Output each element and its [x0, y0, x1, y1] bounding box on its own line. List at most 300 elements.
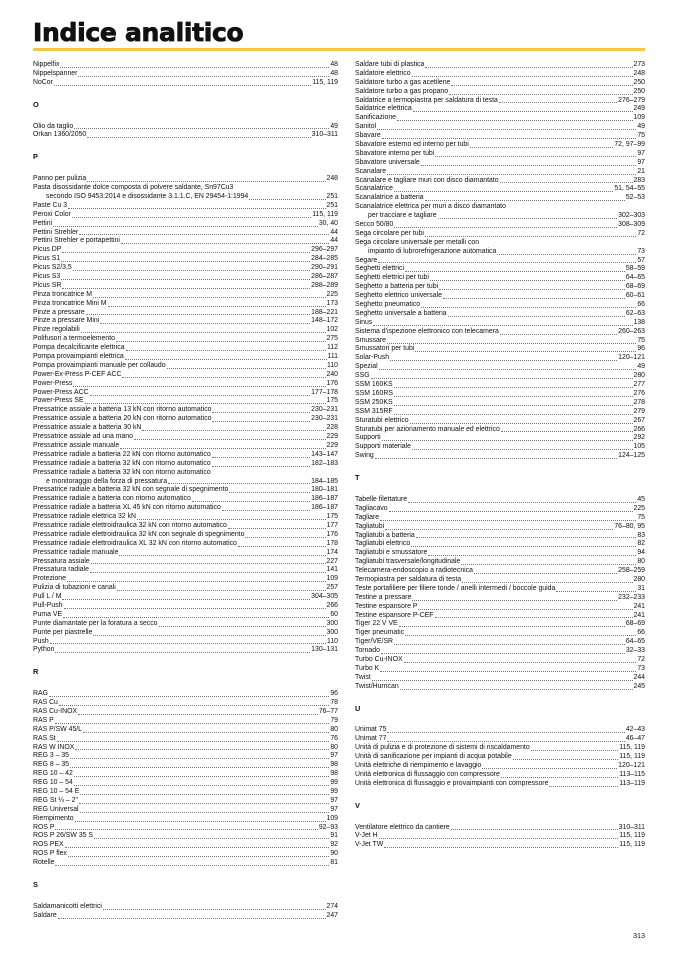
- index-entry: [355, 337, 645, 346]
- entry-label: Pressatrice radiale a batteria 32 kN con segnale di spegnimento: [33, 486, 229, 494]
- entry-label: Pressatrice radiale elettroidraulica 32 kN con ritorno automatico: [33, 521, 227, 529]
- index-entry: [33, 770, 338, 779]
- dot-leader: [192, 501, 310, 502]
- entry-pages: 52–53: [625, 194, 645, 202]
- entry-pages: 292: [633, 434, 645, 442]
- index-entry: [355, 185, 645, 194]
- index-entry: [33, 389, 338, 398]
- dot-leader: [68, 208, 325, 209]
- section-letter: U: [355, 703, 361, 713]
- index-entry: [355, 61, 645, 70]
- entry-label: Pinza troncatrice Mini M: [33, 299, 107, 307]
- entry-pages: 79: [330, 716, 338, 724]
- entry-pages: 148–172: [311, 317, 338, 325]
- dot-leader: [125, 359, 327, 360]
- entry-label: Protezione: [33, 575, 66, 583]
- entry-label: Sturatubi elettrico: [355, 416, 409, 424]
- section-letter: V: [355, 800, 360, 810]
- index-entry: [33, 549, 338, 558]
- entry-label-continued: per tracciare e tagliare: [368, 212, 437, 220]
- entry-label: Rotelle: [33, 859, 55, 867]
- entry-label: Pressatrice radiale a batteria 32 kN con ritorno automatico: [33, 468, 211, 476]
- entry-pages: 48: [330, 60, 338, 68]
- index-entry: [33, 815, 338, 824]
- index-entry: [355, 558, 645, 567]
- index-entry: [355, 417, 645, 426]
- entry-label: Saldatore turbo a gas acetilene: [355, 78, 451, 86]
- entry-label-continued: secondo ISO 9453:2014 e disossidante 3.1.1.C, EN 29454-1:1994: [46, 193, 249, 200]
- entry-label: Pinze a pressare Mini: [33, 317, 100, 325]
- entry-pages: 113–119: [619, 779, 645, 787]
- dot-leader: [74, 128, 329, 129]
- index-entry: [33, 646, 338, 655]
- entry-label: Pettini: [33, 219, 53, 227]
- entry-pages: 94: [637, 549, 645, 557]
- dot-leader: [78, 714, 318, 715]
- index-column-left: [33, 61, 338, 921]
- dot-leader: [394, 405, 633, 406]
- dot-leader: [61, 279, 310, 280]
- entry-pages: 102: [326, 326, 338, 334]
- dot-leader: [382, 440, 633, 441]
- entry-pages: 276: [633, 389, 645, 397]
- entry-label: Pull-Push: [33, 601, 63, 609]
- entry-label: RAS Cu-INOX: [33, 707, 78, 715]
- dot-leader: [474, 573, 617, 574]
- entry-pages: 45: [637, 495, 645, 503]
- dot-leader: [65, 847, 330, 848]
- dot-leader: [228, 528, 326, 529]
- dot-leader: [119, 555, 325, 556]
- entry-label: Pompa provaimpianti manuale per collaudo: [33, 361, 166, 369]
- entry-label: Seghetti elettrici per tubi: [355, 274, 429, 282]
- dot-leader: [513, 759, 619, 760]
- dot-leader: [500, 334, 617, 335]
- dot-leader: [93, 297, 326, 298]
- entry-label: Olio da taglio: [33, 122, 74, 130]
- entry-label: Tagliatubi elettrico: [355, 540, 411, 548]
- index-entry: [355, 150, 645, 159]
- index-entry: [355, 354, 645, 363]
- entry-label: Supporti materiale: [355, 443, 411, 451]
- index-entry: [33, 708, 338, 717]
- dot-leader: [384, 847, 618, 848]
- dot-leader: [421, 165, 637, 166]
- index-entry: [355, 292, 645, 301]
- dot-leader: [394, 191, 613, 192]
- index-entry: [33, 282, 338, 291]
- entry-pages: 130–131: [311, 646, 338, 654]
- index-entry: [355, 283, 645, 292]
- entry-pages: 284–285: [311, 255, 338, 263]
- entry-label: Seghetti elettrici: [355, 265, 405, 273]
- index-entry: [33, 699, 338, 708]
- index-entry: [355, 638, 645, 647]
- index-entry: [33, 460, 338, 469]
- index-entry: [33, 175, 338, 184]
- dot-leader: [93, 635, 325, 636]
- entry-pages: 180–181: [311, 486, 338, 494]
- entry-label: Tagliacavo: [355, 504, 388, 512]
- index-entry: [33, 309, 338, 318]
- entry-label: Unità di sanificazione per impianti di acqua potabile: [355, 753, 512, 761]
- index-section: [33, 61, 338, 88]
- entry-label: Picus S3: [33, 273, 61, 281]
- index-entry-continuation: [355, 248, 645, 257]
- entry-pages: 290–291: [311, 264, 338, 272]
- dot-leader: [55, 723, 330, 724]
- entry-label: ROS PEX: [33, 841, 64, 849]
- entry-label: Saldare: [33, 911, 57, 919]
- entry-pages: 184–185: [311, 477, 338, 485]
- index-entry: [355, 399, 645, 408]
- entry-label: V-Jet TW: [355, 841, 384, 849]
- entry-pages: 83: [637, 531, 645, 539]
- index-entry: [33, 584, 338, 593]
- page-number: 313: [633, 931, 645, 940]
- entry-label: Pressatrice radiale a batteria con ritorno automatico: [33, 495, 191, 503]
- entry-label: Scanalatrice elettrica per muri a disco diamantato: [355, 203, 506, 211]
- entry-pages: 44: [330, 228, 338, 236]
- entry-pages: 76: [330, 734, 338, 742]
- entry-label: Testine espansore P: [355, 602, 418, 610]
- entry-label: Pinza troncatrice M: [33, 290, 92, 298]
- entry-label: Pressatrice radiale elettrica 32 kN: [33, 513, 137, 521]
- entry-label: Pressatrice assiale a batteria 30 kN: [33, 424, 142, 432]
- entry-label: Testine espansore P-CEF: [355, 611, 434, 619]
- dot-leader: [55, 652, 310, 653]
- index-entry: [355, 514, 645, 523]
- index-entry-continuation: [33, 193, 338, 202]
- index-entry: [33, 717, 338, 726]
- index-entry: [355, 549, 645, 558]
- entry-label: Pressatrice assiale ad una mano: [33, 433, 133, 441]
- index-entry: [355, 363, 645, 372]
- entry-pages: 76–77: [318, 707, 338, 715]
- entry-pages: 115, 119: [619, 744, 645, 752]
- entry-pages: 251: [326, 193, 338, 200]
- entry-label: Saldamanicotti elettrici: [33, 902, 102, 910]
- dot-leader: [229, 492, 310, 493]
- entry-label: Pressatrice assiale manuale: [33, 441, 120, 449]
- entry-pages: 274: [326, 902, 338, 910]
- entry-pages: 98: [330, 761, 338, 769]
- index-entry: [355, 310, 645, 319]
- index-entry: [355, 585, 645, 594]
- entry-label: SSM 250KS: [355, 398, 393, 406]
- dot-leader: [103, 909, 326, 910]
- entry-pages: 174: [326, 548, 338, 556]
- entry-label: Pressatrice radiale a batteria XL 45 kN con ritorno automatico: [33, 504, 221, 512]
- entry-pages: 109: [633, 114, 645, 122]
- index-entry: [355, 726, 645, 735]
- entry-label: Solar-Push: [355, 354, 390, 362]
- entry-pages: 72, 97–99: [614, 141, 645, 148]
- dot-leader: [85, 403, 326, 404]
- dot-leader: [222, 510, 310, 511]
- index-entry: [33, 335, 338, 344]
- entry-pages: 141: [326, 566, 338, 574]
- index-entry: [355, 665, 645, 674]
- index-entry: [33, 531, 338, 540]
- entry-label: Twist/Hurrican: [355, 682, 399, 690]
- entry-pages: 21: [637, 167, 645, 175]
- index-entry: [355, 674, 645, 683]
- entry-label: ROS P 26/SW 35 S: [33, 832, 94, 840]
- index-entry: [33, 859, 338, 868]
- dot-leader: [379, 838, 619, 839]
- index-entry: [355, 780, 645, 789]
- entry-pages: 228: [326, 424, 338, 432]
- dot-leader: [556, 591, 636, 592]
- index-section: [355, 61, 645, 461]
- dot-leader: [87, 181, 325, 182]
- dot-leader: [54, 85, 311, 86]
- dot-leader: [86, 314, 310, 315]
- entry-label: Turbo K: [355, 664, 380, 672]
- entry-label: Teste portafiliere per filiere tonde / anelli intermedi / boccole guida: [355, 584, 556, 592]
- index-entry: [33, 841, 338, 850]
- entry-pages: 225: [326, 290, 338, 298]
- entry-pages: 115, 119: [312, 210, 338, 218]
- dot-leader: [443, 298, 625, 299]
- dot-leader: [62, 252, 310, 253]
- entry-pages: 110: [327, 637, 338, 645]
- index-section: [33, 101, 338, 141]
- dot-leader: [134, 439, 326, 440]
- page-title: Indice analitico: [33, 18, 244, 47]
- entry-pages: 248: [633, 69, 645, 77]
- index-entry: [355, 123, 645, 132]
- dot-leader: [421, 307, 636, 308]
- entry-label: Nippelspanner: [33, 69, 78, 77]
- section-letter: T: [355, 473, 360, 483]
- entry-pages: 97: [637, 149, 645, 157]
- entry-pages: 283: [633, 176, 645, 184]
- entry-pages: 182–183: [311, 459, 338, 467]
- entry-pages: 111: [327, 353, 338, 361]
- index-entry: [33, 495, 338, 504]
- dot-leader: [212, 421, 310, 422]
- entry-pages: 310–311: [311, 131, 338, 139]
- dot-leader: [411, 546, 636, 547]
- entry-label: Pulizia di tubazioni e canali: [33, 584, 116, 592]
- entry-pages: 232–233: [618, 593, 645, 601]
- index-entry: [33, 629, 338, 638]
- entry-pages: 248: [326, 175, 338, 183]
- index-entry: [355, 452, 645, 461]
- entry-pages: 81: [330, 859, 338, 867]
- dot-leader: [116, 341, 326, 342]
- index-entry: [33, 237, 338, 246]
- entry-pages: 72: [637, 655, 645, 663]
- dot-leader: [168, 483, 310, 484]
- index-entry: [355, 744, 645, 753]
- dot-leader: [212, 466, 310, 467]
- index-entry: [33, 726, 338, 735]
- entry-pages: 138: [633, 318, 645, 326]
- entry-label: Sbavatore universale: [355, 158, 420, 166]
- index-entry: [33, 246, 338, 255]
- index-entry: [355, 505, 645, 514]
- entry-label: Telecamera-endoscopio a radiotecnica: [355, 567, 473, 575]
- entry-pages: 258–259: [618, 567, 645, 575]
- entry-label-continued: impianto di lubrorefrigerazione automatica: [368, 247, 497, 255]
- entry-pages: 186–187: [311, 495, 338, 503]
- entry-pages: 241: [633, 611, 645, 619]
- entry-label: Scanalatrice a batteria: [355, 194, 424, 202]
- index-entry: [355, 824, 645, 833]
- dot-leader: [501, 777, 618, 778]
- entry-label: Turbo Cu-INOX: [355, 655, 403, 663]
- dot-leader: [212, 457, 310, 458]
- entry-pages: 78: [330, 699, 338, 707]
- dot-leader: [438, 218, 618, 219]
- index-entry: [355, 594, 645, 603]
- dot-leader: [64, 608, 326, 609]
- entry-label: Saldatore elettrico: [355, 69, 411, 77]
- index-section: [33, 668, 338, 868]
- entry-pages: 288–289: [311, 281, 338, 289]
- index-entry: [33, 735, 338, 744]
- section-letter: P: [33, 152, 38, 162]
- dot-leader: [381, 653, 625, 654]
- dot-leader: [108, 306, 326, 307]
- index-entry: [33, 513, 338, 522]
- entry-pages: 42–43: [625, 726, 645, 734]
- entry-label: SSM 160KS: [355, 381, 393, 389]
- index-entry: [33, 824, 338, 833]
- index-entry: [33, 797, 338, 806]
- entry-pages: 80: [330, 743, 338, 751]
- entry-pages: 178: [326, 539, 338, 547]
- entry-label: Unità elettronica di flussaggio con compressore: [355, 770, 500, 778]
- entry-pages: 275: [326, 335, 338, 343]
- dot-leader: [73, 270, 310, 271]
- entry-label: Twist: [355, 673, 371, 681]
- index-entry: [33, 566, 338, 575]
- entry-pages: 92–93: [318, 823, 338, 831]
- index-entry: [33, 522, 338, 531]
- index-entry: [355, 168, 645, 177]
- entry-label: Unimat 75: [355, 726, 387, 734]
- entry-pages: 90: [330, 850, 338, 858]
- index-entry: [33, 806, 338, 815]
- entry-label: SSM 315RF: [355, 407, 393, 415]
- entry-pages: 66: [637, 301, 645, 309]
- index-entry: [355, 301, 645, 310]
- entry-label: Punte diamantate per la foratura a secco: [33, 619, 158, 627]
- entry-label: Picus DP: [33, 246, 62, 254]
- index-entry: [355, 576, 645, 585]
- dot-leader: [451, 829, 618, 830]
- entry-label: Pinze regolabili: [33, 326, 80, 334]
- entry-label: V-Jet H: [355, 832, 378, 840]
- dot-leader: [72, 217, 311, 218]
- entry-label: Scanalare: [355, 167, 387, 175]
- index-entry: [355, 832, 645, 841]
- entry-label: Sanificazione: [355, 114, 396, 122]
- entry-label: Pinze a pressare: [33, 308, 85, 316]
- index-entry: [355, 177, 645, 186]
- title-underline: [33, 48, 645, 51]
- dot-leader: [94, 838, 329, 839]
- dot-leader: [120, 448, 325, 449]
- entry-label: Pettini Strehler: [33, 228, 79, 236]
- index-entry: [33, 912, 338, 921]
- index-entry: [33, 317, 338, 326]
- dot-leader: [122, 377, 325, 378]
- entry-pages: 99: [330, 788, 338, 795]
- dot-leader: [387, 174, 636, 175]
- dot-leader: [404, 662, 637, 663]
- entry-pages: 188–221: [311, 308, 338, 316]
- dot-leader: [470, 147, 614, 148]
- dot-leader: [121, 243, 329, 244]
- index-entry: [33, 398, 338, 407]
- entry-label: Tagliatubi: [355, 522, 385, 530]
- dot-leader: [75, 749, 329, 750]
- index-entry: [33, 406, 338, 415]
- dot-leader: [500, 182, 633, 183]
- dot-leader: [137, 519, 325, 520]
- dot-leader: [461, 564, 636, 565]
- dot-leader: [372, 680, 633, 681]
- index-entry: [355, 274, 645, 283]
- entry-pages: 109: [326, 575, 338, 583]
- entry-label: Pressatrice radiale a batteria 22 kN con ritorno automatico: [33, 450, 211, 458]
- entry-label: NoCor: [33, 78, 53, 86]
- entry-label: Pressatrice radiale elettroidraulica XL 32 kN con ritorno automatico: [33, 539, 237, 547]
- entry-label: Termopiastra per saldatura di testa: [355, 575, 462, 583]
- entry-label: Pressatrice radiale elettroidraulica 32 kN con segnale di spegnimento: [33, 530, 245, 538]
- index-entry: [355, 753, 645, 762]
- index-entry: [355, 203, 645, 212]
- entry-pages: 97: [637, 158, 645, 166]
- entry-pages: 96: [637, 345, 645, 353]
- index-entry: [33, 255, 338, 264]
- entry-label: Swing: [355, 452, 374, 460]
- entry-pages: 109: [326, 814, 338, 822]
- dot-leader: [81, 332, 326, 333]
- entry-label: Supporti: [355, 434, 381, 442]
- dot-leader: [418, 609, 632, 610]
- entry-pages: 230–231: [311, 406, 338, 414]
- entry-label: ROS P flex: [33, 850, 67, 858]
- dot-leader: [413, 111, 633, 112]
- entry-pages: 304–305: [311, 593, 338, 601]
- index-entry: [33, 602, 338, 611]
- entry-pages: 82: [637, 540, 645, 548]
- entry-pages: 247: [326, 911, 338, 919]
- entry-label: Nippelfix: [33, 60, 60, 68]
- entry-label: Unità di pulizia e di protezione di sistemi di riscaldamento: [355, 744, 530, 752]
- entry-pages: 124–125: [618, 452, 645, 460]
- entry-pages: 225: [633, 504, 645, 512]
- index-entry: [355, 319, 645, 328]
- dot-leader: [53, 226, 318, 227]
- index-entry: [33, 300, 338, 309]
- entry-label: Picus S1: [33, 255, 61, 263]
- index-entry: [355, 443, 645, 452]
- index-entry: [33, 575, 338, 584]
- index-entry: [355, 771, 645, 780]
- entry-pages: 249: [633, 105, 645, 113]
- entry-pages: 30, 40: [318, 219, 338, 227]
- entry-pages: 115, 119: [312, 78, 338, 86]
- entry-label: REG 10 – 54: [33, 779, 73, 787]
- index-entry: [355, 381, 645, 390]
